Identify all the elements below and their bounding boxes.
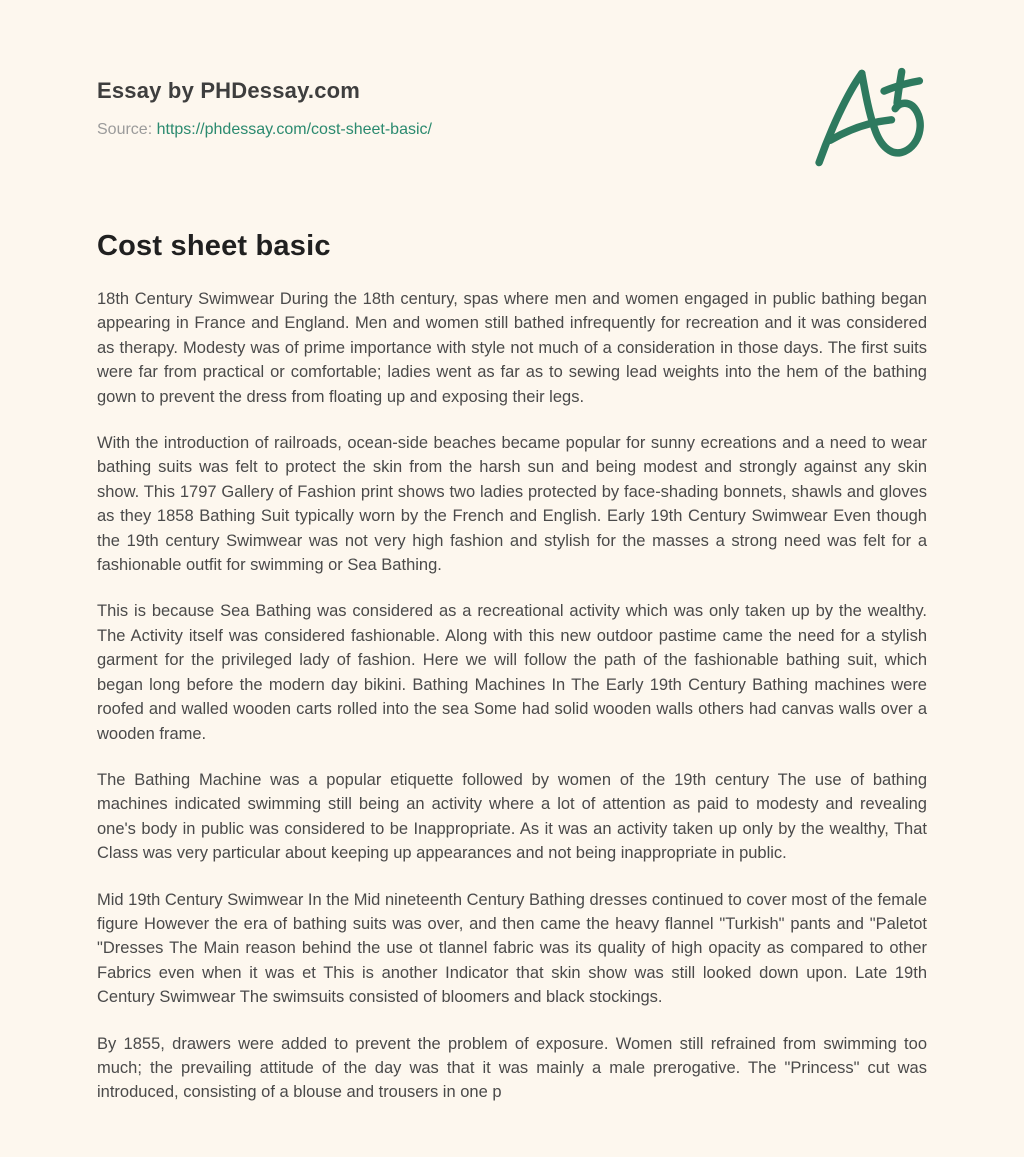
header-left [97, 78, 432, 139]
essay-content [97, 287, 927, 1105]
header-title: Essay by PHDessay.com [97, 78, 361, 103]
source-link[interactable]: https://phdessay.com/cost-sheet-basic/ [156, 121, 432, 138]
source-line [97, 121, 432, 139]
essay-paragraph: With the introduction of railroads, ocean-side beaches became popular for sunny ecreations and a need to wear bathing suits was felt to protect the skin from the harsh sun and being modest and strongly against any skin show. This 1797 Gallery of Fashion print shows two ladies protected by face-shading bonnets, shawls and gloves as they 1858 Bathing Suit typically worn by the French and English. Early 19th Century Swimwear Even though the 19th century Swimwear was not very high fashion and stylish for the masses a strong need was felt for a fashionable outfit for swimming or Sea Bathing. [97, 434, 927, 575]
essay-paragraph: Mid 19th Century Swimwear In the Mid nineteenth Century Bathing dresses continued to cover most of the female figure However the era of bathing suits was over, and then came the heavy flannel "Turkish" pants and "Paletot "Dresses The Main reason behind the use ot tlannel fabric was its quality of high opacity as compared to other Fabrics even when it was et This is another Indicator that skin show was still looked down upon. Late 19th Century Swimwear The swimsuits consisted of bloomers and black stockings. [97, 890, 928, 1007]
aplus-logo-icon [811, 66, 933, 170]
page-header [97, 78, 927, 170]
essay-paragraph: The Bathing Machine was a popular etiquette followed by women of the 19th century The use of bathing machines indicated swimming still being an activity where a lot of attention as paid to modesty and revealing one's body in public was considered to be Inappropriate. As it was an activity taken up only by the wealthy, That Class was very particular about keeping up appearances and not being inappropriate in public. [97, 770, 927, 863]
essay-paragraph: 18th Century Swimwear During the 18th century, spas where men and women engaged in public bathing began appearing in France and England. Men and women still bathed infrequently for recreation and it was considered as therapy. Modesty was of prime importance with style not much of a consideration in those days. The first suits were far from practical or comfortable; ladies went as far as to sewing lead weights into the hem of the bathing gown to prevent the dress from floating up and exposing their legs. [97, 290, 927, 406]
page-title: Cost sheet basic [97, 230, 331, 262]
source-label: Source: [97, 121, 153, 138]
essay-paragraph: By 1855, drawers were added to prevent the problem of exposure. Women still refrained from swimming too much; the prevailing attitude of the day was that it was mainly a male prerogative. The "Princess" cut was introduced, consisting of a blouse and trousers in one p [97, 1034, 927, 1102]
essay-paragraph: This is because Sea Bathing was considered as a recreational activity which was only taken up by the wealthy. The Activity itself was considered fashionable. Along with this new outdoor pastime came the need for a stylish garment for the privileged lady of fashion. Here we will follow the path of the fashionable bathing suit, which began long before the modern day bikini. Bathing Machines In The Early 19th Century Bathing machines were roofed and walled wooden carts rolled into the sea Some had solid wooden walls others had canvas walls over a wooden frame. [97, 602, 927, 743]
